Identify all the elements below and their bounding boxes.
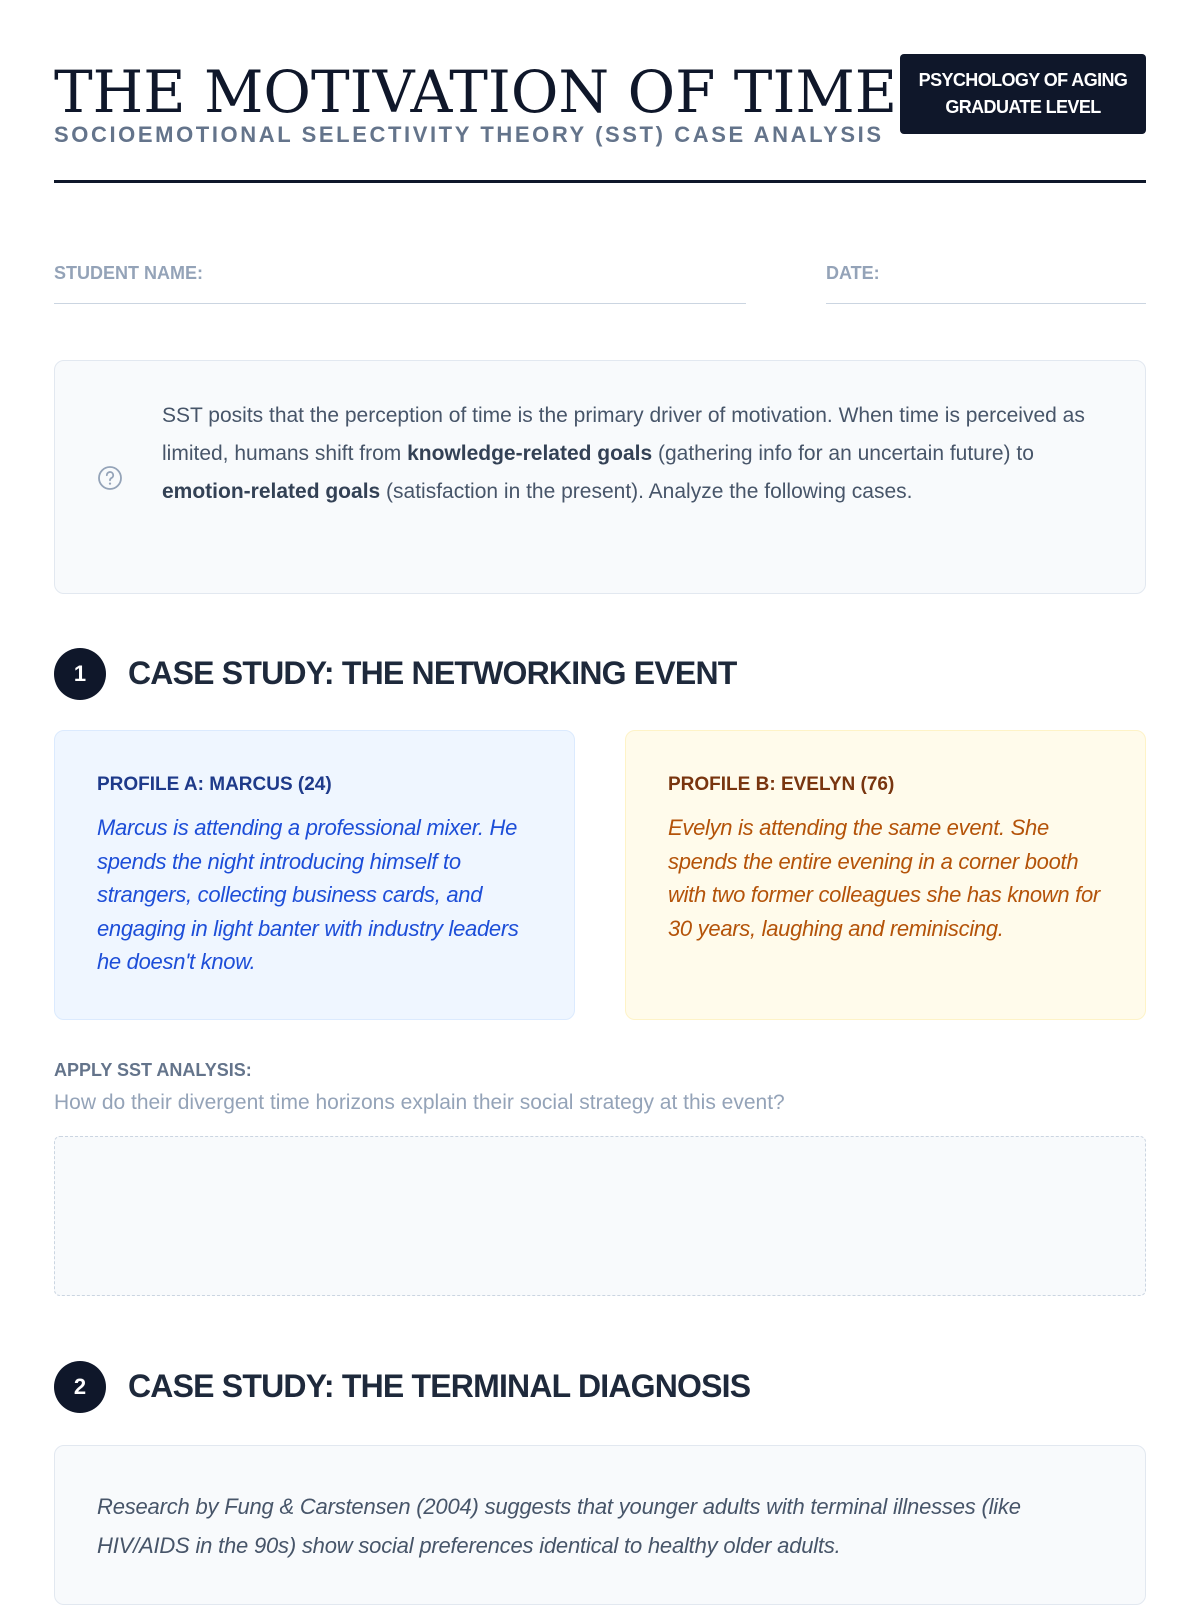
intro-text-part-1: SST posits that the perception of time is the primary driver of motivation. When time is perceived as limited, humans shift from	[162, 404, 1085, 465]
profile-a-card	[54, 730, 575, 1020]
profile-a-label: PROFILE A: MARCUS (24)	[97, 774, 332, 795]
question-circle-icon	[97, 465, 123, 491]
intro-emotion-goals: emotion-related goals	[162, 480, 381, 503]
case-1-title: CASE STUDY: THE NETWORKING EVENT	[128, 655, 737, 691]
intro-text-part-3: (satisfaction in the present). Analyze the following cases.	[380, 480, 913, 503]
page-title: THE MOTIVATION OF TIME	[54, 58, 898, 126]
intro-knowledge-goals: knowledge-related goals	[407, 442, 653, 465]
date-label: DATE:	[826, 263, 880, 283]
case-1-number: 1	[54, 648, 106, 700]
date-field[interactable]	[826, 303, 1146, 304]
student-name-label: STUDENT NAME:	[54, 263, 203, 283]
intro-text	[162, 397, 1112, 511]
case-2-research-box	[54, 1445, 1146, 1605]
analysis-prompt: How do their divergent time horizons explain their social strategy at this event?	[54, 1091, 785, 1114]
header-divider	[54, 180, 1146, 183]
profile-b-card	[625, 730, 1146, 1020]
badge-level-label: GRADUATE LEVEL	[945, 97, 1101, 117]
analysis-label: APPLY SST ANALYSIS:	[54, 1060, 252, 1080]
profile-a-text: Marcus is attending a professional mixer. He spends the night introducing himself to strangers, collecting business cards, and engaging in light banter with industry leaders he doesn't know.	[97, 815, 519, 974]
course-level-badge	[900, 54, 1146, 134]
case-1-answer-box[interactable]	[54, 1136, 1146, 1296]
profile-b-text: Evelyn is attending the same event. She spends the entire evening in a corner booth with two former colleagues she has known for 30 years, laughing and reminiscing.	[668, 815, 1100, 941]
badge-course-label: PSYCHOLOGY OF AGING	[918, 70, 1128, 90]
header	[54, 52, 1146, 186]
page-subtitle: SOCIOEMOTIONAL SELECTIVITY THEORY (SST) CASE ANALYSIS	[54, 122, 884, 147]
case-2-title: CASE STUDY: THE TERMINAL DIAGNOSIS	[128, 1368, 751, 1404]
case-2-research-text: Research by Fung & Carstensen (2004) suggests that younger adults with terminal illnesses (like HIV/AIDS in the 90s) show social preferences identical to healthy older adults.	[97, 1494, 1021, 1558]
profile-b-label: PROFILE B: EVELYN (76)	[668, 774, 895, 795]
case-2-number: 2	[54, 1361, 106, 1413]
intro-box	[54, 360, 1146, 594]
student-name-field[interactable]	[54, 303, 746, 304]
intro-text-part-2: (gathering info for an uncertain future) to	[652, 442, 1034, 465]
